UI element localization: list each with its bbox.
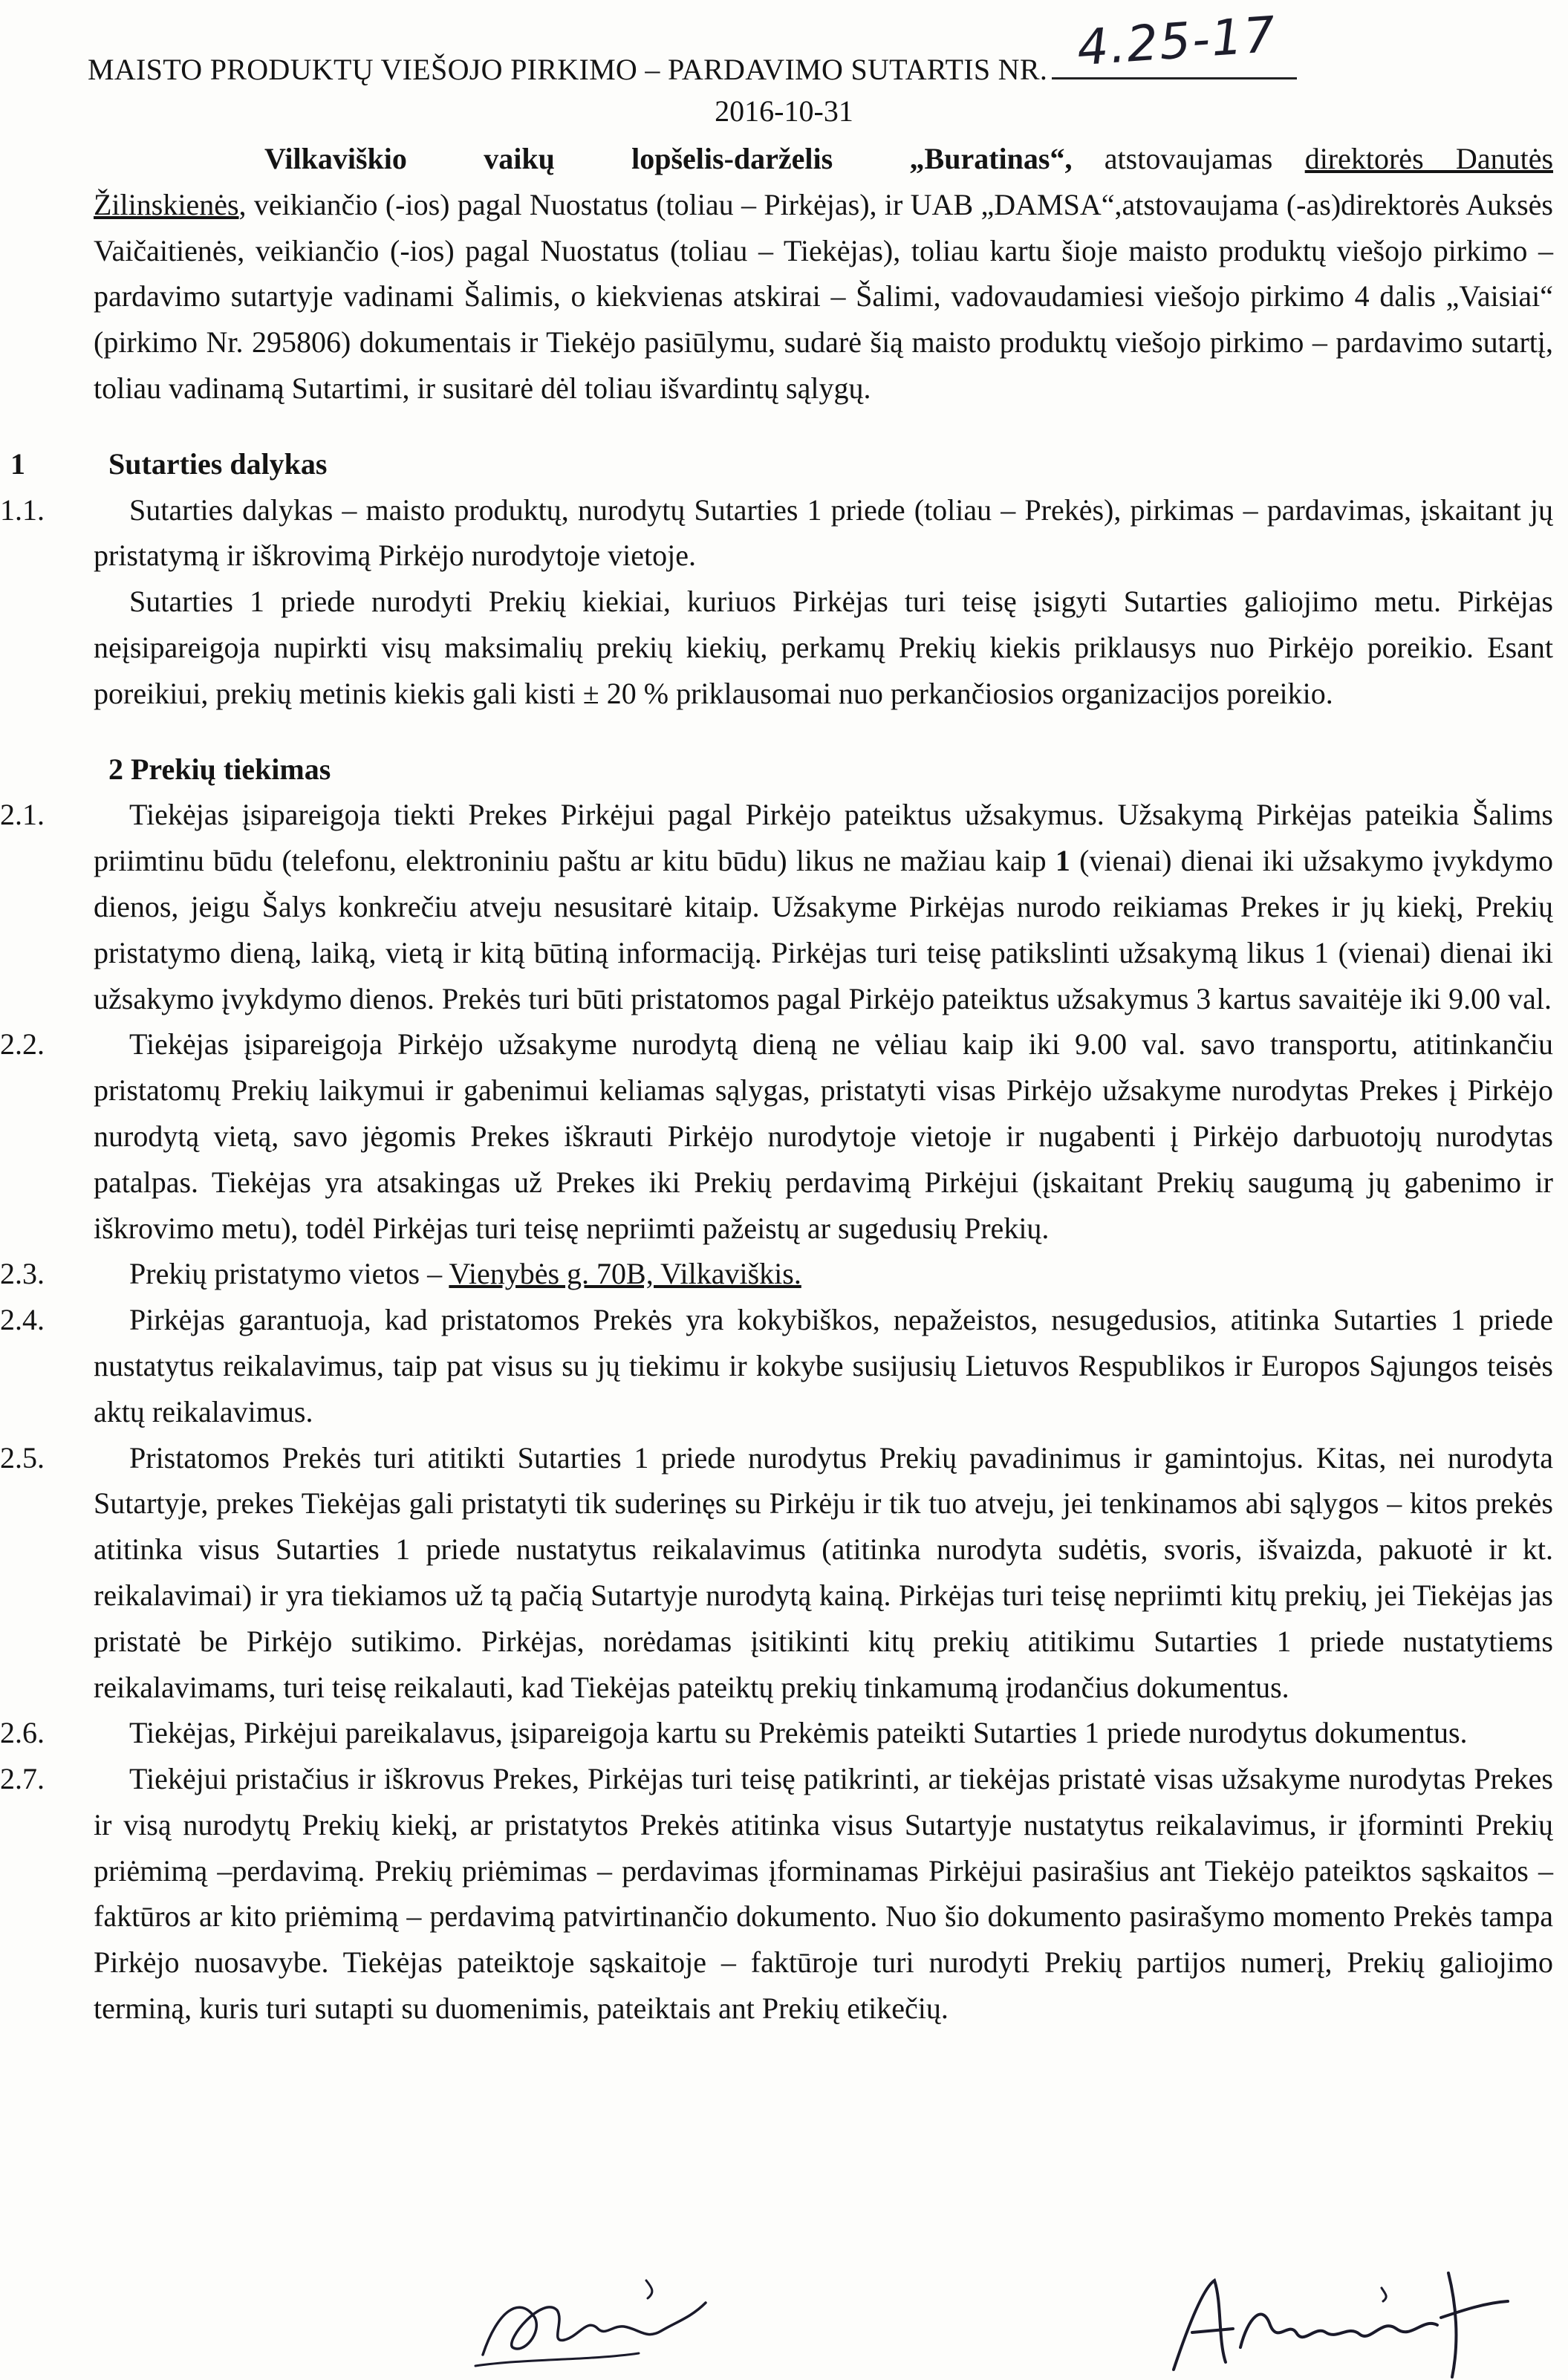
buyer-director: direktorės Danutės Žilinskienės [94,142,1554,221]
clause-1-1-paragraph-2: Sutarties 1 priede nurodyti Prekių kiekiai, kuriuos Pirkėjas turi teisę įsigyti Sutarties galiojimo metu. Pirkėjas neįsipareigoja nupirkti visų maksimalių prekių kiekių, perkamų Prekių kiekis priklausys nuo Pirkėjo poreikio. Esant poreikiui, prekių metinis kiekis gali kisti ± 20 % priklausomai nuo perkančiosios organizacijos poreikio. [94,585,1553,710]
clause-2-1-text-a: Tiekėjas įsipareigoja tiekti Prekes Pirkėjui pagal Pirkėjo pateiktus užsakymus. Užsakymą Pirkėjas pateikia Šalims priimtinu būdu (telefonu, elektroniniu paštu ar kitu būdu) likus ne mažiau kaip [94,798,1553,878]
clause-2-3 [0,1251,1553,1297]
signatures-area [0,2258,1568,2380]
section-2-number: 2 [108,752,123,786]
clause-2-4-number: 2.4. [0,1303,45,1337]
section-1-title: Sutarties dalykas [108,446,328,481]
buyer-name: Vilkaviškio vaikų lopšelis-darželis „Buratinas“, [264,142,1073,175]
intro-paragraph [94,136,1553,412]
document-body [0,136,1554,2032]
clause-2-7-number: 2.7. [0,1762,45,1796]
document-date: 2016-10-31 [715,94,853,128]
clause-2-1 [0,792,1554,1021]
document-title [88,5,1514,92]
clause-1-1-text: Sutarties dalykas – maisto produktų, nurodytų Sutarties 1 priede (toliau – Prekės), pirkimas – pardavimas, įskaitant jų pristatymą ir iškrovimą Pirkėjo nurodytoje vietoje. [94,492,1553,573]
section-2-heading [94,747,1553,793]
clause-2-4 [0,1297,1553,1434]
section-1-number: 1 [10,446,25,481]
section-1-heading [10,441,1553,487]
clause-1-1-number: 1.1. [0,492,45,527]
delivery-address: Vienybės g. 70B, Vilkaviškis. [449,1257,801,1291]
clause-2-3-number: 2.3. [0,1257,45,1291]
clause-2-1-number: 2.1. [0,798,45,832]
clause-2-5-text: Pristatomos Prekės turi atitikti Sutarties 1 priede nurodytus Prekių pavadinimus ir gamintojus. Kitas, nei nurodyta Sutartyje, prekes Tiekėjas gali pristatyti tik suderinęs su Pirkėju ir tik tuo atveju, jei tenkinamos abi sąlygos – kitos prekės atitinka visus Sutarties 1 priede nustatytus reikalavimus (atitinka nurodyta sudėtis, svoris, išvaizda, pakuotė ir kt. reikalavimai) ir yra tiekiamos už tą pačią Sutartyje nurodytą kainą. Pirkėjas turi teisę nepriimti kitų prekių, jei Tiekėjas jas pristatė be Pirkėjo sutikimo. Pirkėjas, norėdamas įsitikinti kitų prekių atitikimu Sutarties 1 priede nustatytiems reikalavimams, turi teisę reikalauti, kad Tiekėjas pateiktų prekių tinkamumą įrodančius dokumentus. [94,1440,1553,1704]
clause-2-5-number: 2.5. [0,1440,45,1475]
clause-2-7-text: Tiekėjui pristačius ir iškrovus Prekes, Pirkėjas turi teisę patikrinti, ar tiekėjas pristatė visas užsakyme nurodytas Prekes ir visą nurodytų Prekių kiekį, ar pristatytos Prekės atitinka visus Sutartyje nustatytus reikalavimus, ir įforminti Prekių priėmimą –perdavimą. Prekių priėmimas – perdavimas įforminamas Pirkėjui pasirašius ant Tiekėjo pateiktos sąskaitos – faktūros ar kito priėmimą – perdavimą patvirtinančio dokumento. Nuo šio dokumento pasirašymo momento Prekės tampa Pirkėjo nuosavybe. Tiekėjas pateiktoje sąskaitoje – faktūroje turi nurodyti Prekių partijos numerį, Prekių galiojimo terminą, kuris turi sutapti su duomenimis, pateiktais ant Prekių etikečių. [94,1762,1553,2026]
clause-2-6-text: Tiekėjas, Pirkėjui pareikalavus, įsipareigoja kartu su Prekėmis pateikti Sutarties 1 priede nurodytus dokumentus. [129,1716,1468,1750]
clause-2-7 [0,1756,1553,2032]
clause-2-4-text: Pirkėjas garantuoja, kad pristatomos Prekės yra kokybiškos, nepažeistos, nesugedusios, atitinka Sutarties 1 priede nustatytus reikalavimus, taip pat visus su jų tiekimu ir kokybe susijusių Lietuvos Respublikos ir Europos Sąjungos teisės aktų reikalavimus. [94,1303,1553,1428]
clause-2-6-number: 2.6. [0,1716,45,1750]
contract-number-field [1052,5,1297,79]
clause-2-2 [0,1021,1553,1251]
supplier-signature-icon [1159,2258,1530,2380]
clause-2-1-text-b: (vienai) dienai iki užsakymo įvykdymo dienos, jeigu Šalys konkrečiu atveju nesusitarė kitaip. Užsakyme Pirkėjas nurodo reikiamas Prekes ir jų kiekį, Prekių pristatymo dieną, laiką, vietą ir kitą būtiną informaciją. Pirkėjas turi teisę patikslinti užsakymą likus 1 (vienai) dienai iki užsakymo įvykdymo dienos. Prekės turi būti pristatomos pagal Pirkėjo pateiktus užsakymus 3 kartus savaitėje iki 9.00 val. [94,844,1554,1015]
title-text: MAISTO PRODUKTŲ VIEŠOJO PIRKIMO – PARDAVIMO SUTARTIS NR. [88,53,1048,86]
buyer-signature-icon [453,2266,720,2377]
clause-2-2-number: 2.2. [0,1027,45,1061]
clause-2-2-text: Tiekėjas įsipareigoja Pirkėjo užsakyme nurodytą dieną ne vėliau kaip iki 9.00 val. savo transportu, atitinkančiu pristatomų Prekių laikymui ir gabenimui keliamas sąlygas, pristatyti visas Pirkėjo užsakyme nurodytas Prekes į Pirkėjo nurodytą vietą, savo jėgomis Prekes iškrauti Pirkėjo nurodytoje vietoje ir nugabenti į Pirkėjo darbuotojų nurodytas patalpas. Tiekėjas yra atsakingas už Prekes iki Prekių perdavimą Pirkėjui (įskaitant Prekių saugumą jų gabenimo ir iškrovimo metu), todėl Pirkėjas turi teisę nepriimti pažeistų ar sugedusių Prekių. [94,1027,1553,1245]
section-2-title: Prekių tiekimas [131,752,331,786]
clause-2-5 [0,1435,1553,1711]
intro-represented: atstovaujamas [1104,142,1273,175]
handwritten-contract-number: 4.25-17 [1075,5,1279,77]
clause-2-1-bold-value: 1 [1055,844,1070,878]
clause-1-1 [0,487,1553,579]
intro-body: , veikiančio (-ios) pagal Nuostatus (toliau – Pirkėjas), ir UAB „DAMSA“,atstovaujama (-as)direktorės Auksės Vaičaitienės, veikiančio (-ios) pagal Nuostatus (toliau – Tiekėjas), toliau kartu šioje maisto produktų viešojo pirkimo – pardavimo sutartyje vadinami Šalimis, o kiekvienas atskirai – Šalimi, vadovaudamiesi viešojo pirkimo 4 dalis „Vaisiai“ (pirkimo Nr. 295806) dokumentais ir Tiekėjo pasiūlymu, sudarė šią maisto produktų viešojo pirkimo – pardavimo sutartį, toliau vadinamą Sutartimi, ir susitarė dėl toliau išvardintų sąlygų. [94,187,1553,405]
clause-2-6 [0,1710,1553,1756]
clause-2-3-text: Prekių pristatymo vietos – [129,1257,449,1291]
